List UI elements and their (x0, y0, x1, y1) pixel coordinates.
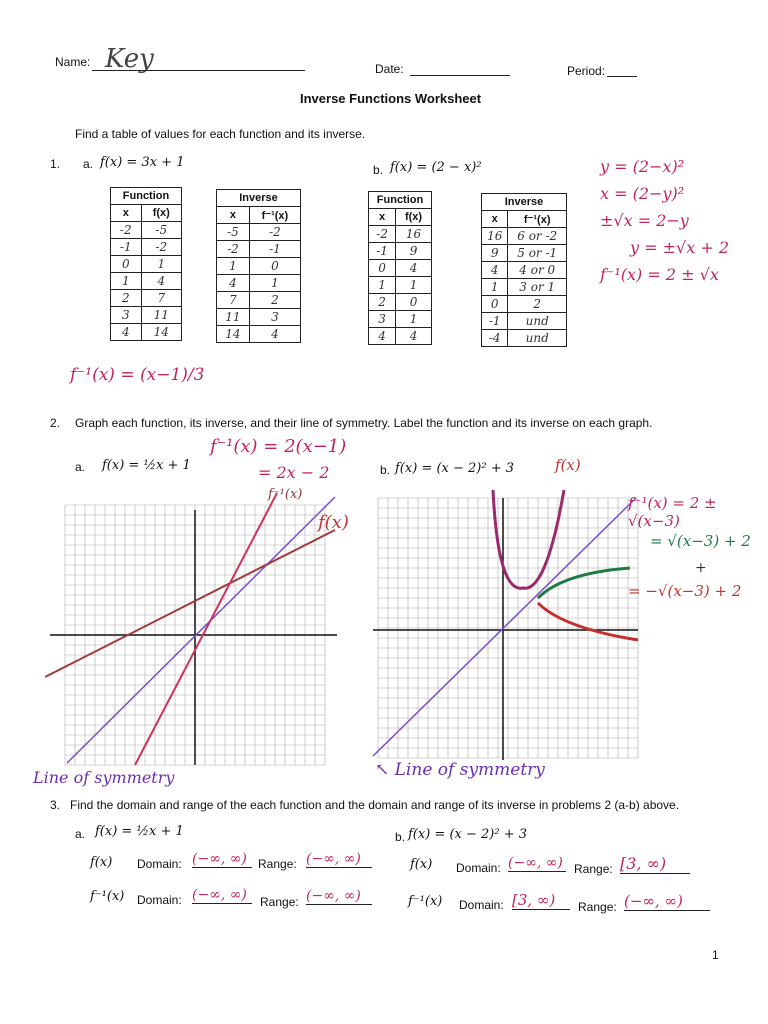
table-1a-function-cell[interactable]: -2 (141, 239, 181, 256)
date-label: Date: (375, 62, 404, 76)
problem-1a-function: f(x) = 3x + 1 (100, 155, 185, 170)
name-value: Key (105, 44, 154, 74)
problem-3a-finv: f⁻¹(x) (90, 889, 125, 904)
table-1a-function-cell[interactable]: -2 (111, 222, 142, 239)
table-row (482, 262, 567, 279)
table-row (369, 328, 432, 345)
table-row (217, 241, 301, 258)
table-1b-function-cell[interactable]: 3 (369, 311, 396, 328)
table-1a-function-cell[interactable]: 3 (111, 307, 142, 324)
table-1b-function-cell[interactable]: 2 (369, 294, 396, 311)
table-row (111, 324, 182, 341)
problem-3a-finv-domain[interactable]: (−∞, ∞) (192, 887, 252, 904)
graph-b-symmetry-label: ↖ Line of symmetry (375, 760, 545, 780)
problem-3a-fx-domain-label: Domain: (137, 857, 182, 871)
graph-b-note-1: f⁻¹(x) = 2 ± √(x−3) (628, 494, 717, 530)
table-1a-function-header-0: x (111, 205, 142, 222)
table-row (217, 275, 301, 292)
graph-b-inverse-upper (538, 568, 630, 598)
problem-3b-fx-domain[interactable]: (−∞, ∞) (508, 855, 566, 872)
table-1b-function-cell[interactable]: 1 (396, 311, 432, 328)
table-1a-inverse-header-0: x (217, 207, 250, 224)
table-1b-function-cell[interactable]: -1 (369, 243, 396, 260)
problem-1-number: 1. (50, 157, 61, 171)
table-row (217, 224, 301, 241)
problem-2b-label: b. (380, 463, 391, 477)
table-1b-inverse-cell[interactable]: 9 (482, 245, 508, 262)
problem-3b-finv-range[interactable]: (−∞, ∞) (624, 892, 710, 911)
graph-a (45, 485, 345, 775)
table-1a-function-title: Function (111, 188, 182, 205)
problem-3a-label: a. (75, 827, 86, 841)
table-row (111, 222, 182, 239)
table-1a-inverse (216, 189, 301, 343)
table-1b-function-cell[interactable]: 1 (369, 277, 396, 294)
problem-3a-fx-range-label: Range: (258, 857, 297, 871)
table-row (369, 277, 432, 294)
problem-1a-inverse-answer: f⁻¹(x) = (x−1)/3 (70, 365, 205, 385)
table-1a-inverse-cell[interactable]: 4 (217, 275, 250, 292)
work-line-3: ±√x = 2−y (600, 211, 689, 230)
problem-3a-fx: f(x) (90, 855, 113, 870)
problem-3b-label: b. (395, 830, 406, 844)
table-1b-inverse-cell[interactable]: und (508, 330, 567, 347)
problem-1a-label: a. (83, 157, 94, 171)
problem-3b-finv-domain[interactable]: [3, ∞) (512, 891, 570, 910)
table-1b-inverse-cell[interactable]: 0 (482, 296, 508, 313)
table-row (369, 226, 432, 243)
problem-3b-function: f(x) = (x − 2)² + 3 (408, 827, 527, 842)
table-1a-function-cell[interactable]: 7 (141, 290, 181, 307)
table-row (482, 279, 567, 296)
table-1b-inverse-header-0: x (482, 211, 508, 228)
table-row (482, 228, 567, 245)
table-1a-function-header-1: f(x) (141, 205, 181, 222)
table-1b-inverse-cell[interactable]: 5 or -1 (508, 245, 567, 262)
problem-1b-label: b. (373, 163, 384, 177)
table-row (369, 311, 432, 328)
problem-3b-finv-range-label: Range: (578, 900, 617, 914)
page-number: 1 (712, 948, 719, 962)
table-1b-inverse-cell[interactable]: -4 (482, 330, 508, 347)
problem-3-text: Find the domain and range of the each function and the domain and range of its inverse in problems 2 (a-b) above. (70, 798, 680, 812)
table-1b-function-cell[interactable]: 4 (396, 328, 432, 345)
period-line (607, 76, 637, 77)
table-1b-function-cell[interactable]: 9 (396, 243, 432, 260)
table-1b-function-cell[interactable]: 4 (396, 260, 432, 277)
table-row (482, 245, 567, 262)
problem-1b-work (600, 153, 760, 288)
table-row (482, 296, 567, 313)
table-1b-inverse-cell[interactable]: 6 or -2 (508, 228, 567, 245)
table-1b-function-cell[interactable]: 0 (369, 260, 396, 277)
name-label: Name: (55, 55, 91, 69)
problem-3b-fx-range-label: Range: (574, 862, 613, 876)
table-1b-function-header-0: x (369, 209, 396, 226)
page-title: Inverse Functions Worksheet (300, 91, 482, 106)
table-1a-inverse-cell[interactable]: 7 (217, 292, 250, 309)
graph-a-inverse (135, 493, 277, 765)
table-1a-inverse-cell[interactable]: 14 (217, 326, 250, 343)
table-1a-inverse-cell[interactable]: 0 (249, 258, 300, 275)
table-1b-inverse-title: Inverse (482, 194, 567, 211)
table-1a-function-cell[interactable]: 14 (141, 324, 181, 341)
table-1b-inverse-cell[interactable]: -1 (482, 313, 508, 330)
table-1b-function-title: Function (369, 192, 432, 209)
problem-3a-fx-domain[interactable]: (−∞, ∞) (192, 851, 252, 868)
table-row (111, 273, 182, 290)
graph-a-inverse-label: f⁻¹(x) (268, 487, 303, 502)
table-row (369, 260, 432, 277)
graph-a-symmetry-label: Line of symmetry (33, 768, 175, 787)
problem-3a-fx-range[interactable]: (−∞, ∞) (306, 851, 372, 868)
table-row (217, 292, 301, 309)
name-line (92, 70, 305, 71)
table-1b-inverse-cell[interactable]: 3 or 1 (508, 279, 567, 296)
table-row (111, 256, 182, 273)
problem-2a-inverse-note-2: = 2x − 2 (258, 463, 330, 482)
problem-2b-function: f(x) = (x − 2)² + 3 (395, 461, 514, 476)
table-row (111, 290, 182, 307)
table-1b-function-header-1: f(x) (396, 209, 432, 226)
problem-3a-finv-range-label: Range: (260, 895, 299, 909)
graph-b-note-4: = −√(x−3) + 2 (628, 582, 742, 600)
table-1b-function (368, 191, 432, 345)
table-1a-inverse-cell[interactable]: -2 (249, 224, 300, 241)
table-1a-inverse-cell[interactable]: 3 (249, 309, 300, 326)
table-1a-function-cell[interactable]: 4 (141, 273, 181, 290)
problem-3b-fx: f(x) (410, 857, 433, 872)
table-row (217, 309, 301, 326)
problem-3a-finv-domain-label: Domain: (137, 893, 182, 907)
table-1a-inverse-cell[interactable]: -2 (217, 241, 250, 258)
table-1b-inverse-header-1: f⁻¹(x) (508, 211, 567, 228)
table-1a-function-cell[interactable]: 4 (111, 324, 142, 341)
table-1b-function-cell[interactable]: 1 (396, 277, 432, 294)
problem-3a-function: f(x) = ½x + 1 (95, 824, 184, 839)
table-1b-inverse-cell[interactable]: 1 (482, 279, 508, 296)
problem-2-text: Graph each function, its inverse, and their line of symmetry. Label the function and its inverse on each graph. (75, 416, 653, 430)
problem-3b-finv: f⁻¹(x) (408, 894, 443, 909)
table-1b-function-cell[interactable]: 4 (369, 328, 396, 345)
period-label: Period: (567, 64, 606, 78)
table-1b-inverse-cell[interactable]: 4 (482, 262, 508, 279)
graph-b-function-label: f(x) (555, 456, 581, 474)
table-row (482, 330, 567, 347)
table-1b-function-cell[interactable]: 16 (396, 226, 432, 243)
table-row (217, 258, 301, 275)
instruction-1: Find a table of values for each function and its inverse. (75, 127, 366, 141)
table-row (217, 326, 301, 343)
table-1b-inverse-cell[interactable]: und (508, 313, 567, 330)
table-row (111, 239, 182, 256)
table-1a-inverse-cell[interactable]: 1 (217, 258, 250, 275)
table-1a-function-cell[interactable]: 1 (111, 273, 142, 290)
table-1b-inverse-cell[interactable]: 2 (508, 296, 567, 313)
work-line-1: y = (2−x)² (600, 157, 685, 176)
problem-2a-function: f(x) = ½x + 1 (102, 458, 191, 473)
table-row (111, 307, 182, 324)
table-row (482, 313, 567, 330)
problem-2a-label: a. (75, 460, 86, 474)
graph-a-function-label: f(x) (318, 512, 349, 533)
problem-3b-finv-domain-label: Domain: (459, 898, 504, 912)
table-1a-inverse-header-1: f⁻¹(x) (249, 207, 300, 224)
graph-b-line-of-symmetry (373, 498, 636, 756)
date-line (410, 75, 510, 76)
problem-2a-inverse-note: f⁻¹(x) = 2(x−1) (210, 436, 347, 457)
table-1b-inverse (481, 193, 567, 347)
table-1b-function-cell[interactable]: -2 (369, 226, 396, 243)
table-1a-inverse-cell[interactable]: 4 (249, 326, 300, 343)
problem-2-number: 2. (50, 416, 61, 430)
work-line-5: f⁻¹(x) = 2 ± √x (600, 265, 719, 284)
table-1a-inverse-cell[interactable]: -5 (217, 224, 250, 241)
problem-3b-fx-range[interactable]: [3, ∞) (620, 854, 690, 874)
table-1a-inverse-cell[interactable]: 2 (249, 292, 300, 309)
table-1a-inverse-cell[interactable]: 11 (217, 309, 250, 326)
table-1a-function-cell[interactable]: 2 (111, 290, 142, 307)
problem-3a-finv-range[interactable]: (−∞, ∞) (306, 888, 372, 905)
table-1a-inverse-cell[interactable]: 1 (249, 275, 300, 292)
table-row (369, 294, 432, 311)
table-1a-function-cell[interactable]: 0 (111, 256, 142, 273)
table-1a-function-cell[interactable]: 11 (141, 307, 181, 324)
table-row (369, 243, 432, 260)
problem-3b-fx-domain-label: Domain: (456, 861, 501, 875)
table-1a-function-cell[interactable]: -5 (141, 222, 181, 239)
graph-b (368, 488, 648, 768)
work-line-4: y = ±√x + 2 (630, 238, 729, 257)
table-1a-inverse-title: Inverse (217, 190, 301, 207)
table-1b-function-cell[interactable]: 0 (396, 294, 432, 311)
table-1b-inverse-cell[interactable]: 16 (482, 228, 508, 245)
table-1b-inverse-cell[interactable]: 4 or 0 (508, 262, 567, 279)
graph-b-note-2: = √(x−3) + 2 (650, 532, 751, 550)
problem-1b-function: f(x) = (2 − x)² (390, 160, 482, 175)
table-1a-inverse-cell[interactable]: -1 (249, 241, 300, 258)
table-1a-function (110, 187, 182, 341)
graph-b-note-3: + (695, 560, 707, 576)
table-1a-function-cell[interactable]: 1 (141, 256, 181, 273)
table-1a-function-cell[interactable]: -1 (111, 239, 142, 256)
problem-3-number: 3. (50, 798, 61, 812)
work-line-2: x = (2−y)² (600, 184, 685, 203)
